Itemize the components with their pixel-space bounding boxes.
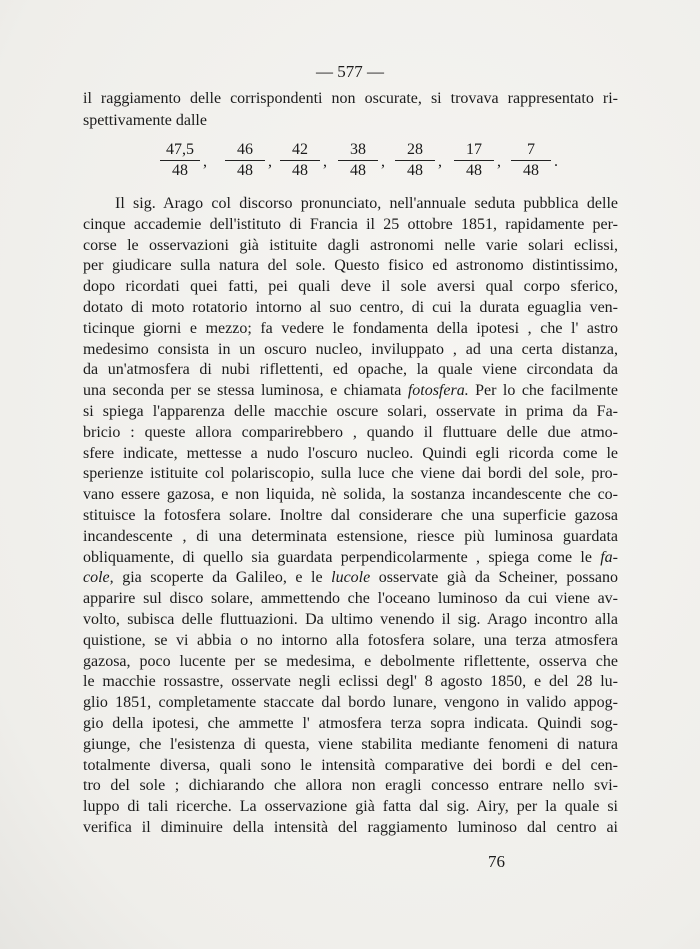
text-segment: glio 1851, completamente staccate dal bordo lunare, vengono in valido appog- xyxy=(83,694,618,712)
text-segment: verifica il diminuire della intensità del raggiamento luminoso dal centro ai xyxy=(83,818,618,836)
text-segment: sperienze istituite col polariscopio, sulla luce che viene dai bordi del sole, pro- xyxy=(83,465,618,483)
text-segment: si spiega l'apparenza delle macchie oscure solari, osservate in prima da Fa- xyxy=(83,402,618,420)
text-segment: il raggiamento delle corrispondenti non oscurate, si trovava rappresentato ri- xyxy=(83,90,618,107)
text-segment: stituisce la fotosfera solare. Inoltre dal considerare che una superficie gazosa xyxy=(83,506,618,524)
text-line xyxy=(83,215,618,236)
text-line xyxy=(83,464,618,485)
text-segment: gia scoperte da Galileo, e le xyxy=(113,569,332,587)
separator: . xyxy=(554,153,558,170)
fraction xyxy=(160,140,200,181)
text-segment: incandescente , di una determinata estensione, riesce più luminosa guardata xyxy=(83,527,618,545)
text-segment: ticinque giorni e mezzo; fa vedere le fondamenta della ipotesi , che l' astro xyxy=(83,319,618,337)
text-line xyxy=(83,735,618,756)
numerator: 7 xyxy=(511,140,551,161)
denominator: 48 xyxy=(523,162,539,179)
text-segment: luppo di tali ricerche. La osservazione già fatta dal sig. Airy, per la quale si xyxy=(83,798,618,816)
numerator: 28 xyxy=(395,140,435,161)
page-number: — 577 — xyxy=(316,62,384,81)
separator: , xyxy=(323,153,327,170)
fraction xyxy=(338,140,378,181)
denominator: 48 xyxy=(172,162,188,179)
fraction xyxy=(225,140,265,181)
text-segment: bricio : queste allora comparirebbero , quando il fluttuare delle due atmo- xyxy=(83,423,618,441)
text-line xyxy=(83,402,618,423)
text-line xyxy=(83,818,618,839)
text-line xyxy=(83,277,618,298)
numerator: 38 xyxy=(338,140,378,161)
text-line xyxy=(83,568,618,589)
text-segment: spettivamente dalle xyxy=(83,112,207,130)
denominator: 48 xyxy=(350,162,366,179)
text-line xyxy=(83,693,618,714)
opening-lines xyxy=(83,88,618,133)
text-line xyxy=(83,610,618,631)
text-line xyxy=(83,319,618,340)
text-line xyxy=(83,652,618,673)
text-segment: medesimo consista in un oscuro nucleo, inviluppato , ad una certa distanza, xyxy=(83,340,618,358)
numerator: 47,5 xyxy=(160,140,200,161)
main-paragraph xyxy=(83,194,618,839)
text-segment: giunge, che l'esistenza di questa, viene stabilita mediante fenomeni di natura xyxy=(83,735,618,753)
text-line xyxy=(83,589,618,610)
text-line xyxy=(83,714,618,735)
denominator: 48 xyxy=(292,162,308,179)
text-segment: osservate già da Scheiner, possano xyxy=(370,569,618,587)
text-line xyxy=(83,381,618,402)
italic-term: fotosfera. xyxy=(407,382,469,400)
text-segment: da un'atmosfera di nubi riflettenti, ed opache, la quale viene circondata da xyxy=(83,361,618,379)
text-line xyxy=(83,631,618,652)
text-line xyxy=(83,88,618,110)
italic-term: cole, xyxy=(83,569,114,587)
text-segment: apparire sul disco solare, ammettendo che l'oceano luminoso da cui viene av- xyxy=(83,590,618,608)
fraction xyxy=(395,140,435,181)
separator: , xyxy=(438,153,442,170)
text-segment: tro del sole ; dichiarando che allora non eragli concesso entrare nello svi- xyxy=(83,777,618,795)
text-line xyxy=(83,797,618,818)
text-line xyxy=(83,485,618,506)
text-line xyxy=(83,256,618,277)
text-line xyxy=(83,672,618,693)
signature-mark: 76 xyxy=(488,852,505,871)
separator: , xyxy=(268,153,272,170)
text-line xyxy=(83,527,618,548)
fraction xyxy=(280,140,320,181)
text-segment: quistione, se vi abbia o no intorno alla fotosfera solare, una terza atmosfera xyxy=(83,631,618,649)
fraction xyxy=(454,140,494,181)
numerator: 46 xyxy=(225,140,265,161)
numerator: 42 xyxy=(280,140,320,161)
text-line xyxy=(83,194,618,215)
text-segment: le macchie rossastre, osservate negli eclissi degl' 8 agosto 1850, e del 28 lu- xyxy=(83,673,618,691)
text-segment: totalmente diversa, quali sono le intensità comparative dei bordi e del cen- xyxy=(83,756,618,774)
text-segment: gazosa, poco lucente per se medesima, e debolmente riflettente, osserva che xyxy=(83,652,618,670)
text-line xyxy=(83,340,618,361)
text-segment: dotato di moto rotatorio intorno al suo centro, di cui la durata eguaglia ven- xyxy=(83,298,618,316)
text-segment: corse le osservazioni già istituite dagli astronomi nelle varie solari eclissi, xyxy=(83,236,618,254)
separator: , xyxy=(381,153,385,170)
text-line xyxy=(83,444,618,465)
fraction xyxy=(511,140,551,181)
separator: , xyxy=(203,153,207,170)
denominator: 48 xyxy=(237,162,253,179)
denominator: 48 xyxy=(466,162,482,179)
text-line xyxy=(83,423,618,444)
text-line xyxy=(83,360,618,381)
text-line xyxy=(83,236,618,257)
text-segment: per giudicare sulla natura del sole. Questo fisico ed astronomo distintissimo, xyxy=(83,257,618,275)
text-line xyxy=(83,506,618,527)
text-segment: gio della ipotesi, che ammette l' atmosfera terza sopra indicata. Quindi sog- xyxy=(83,714,618,732)
text-segment: Per lo che facilmente xyxy=(468,382,618,400)
text-segment: volto, subisca delle fluttuazioni. Da ultimo venendo il sig. Arago incontro alla xyxy=(83,610,618,628)
separator: , xyxy=(497,153,501,170)
text-segment: cinque accademie dell'istituto di Francia il 25 ottobre 1851, rapidamente per- xyxy=(83,215,618,233)
text-line xyxy=(83,548,618,569)
text-segment: sfere indicate, mettesse a nudo l'oscuro nucleo. Quindi egli ricorda come le xyxy=(83,444,618,462)
italic-term: lucole xyxy=(331,569,371,587)
fraction-series xyxy=(160,140,580,184)
text-segment: obliquamente, di quello sia guardata perpendicolarmente , spiega come le xyxy=(83,548,601,566)
text-line xyxy=(83,298,618,319)
denominator: 48 xyxy=(407,162,423,179)
text-segment: una seconda per se stessa luminosa, e chiamata xyxy=(83,382,408,400)
numerator: 17 xyxy=(454,140,494,161)
text-segment: Il sig. Arago col discorso pronunciato, nell'annuale seduta pubblica delle xyxy=(115,195,618,212)
text-line xyxy=(83,776,618,797)
text-segment: dopo ricordati quei fatti, pei quali deve il sole aversi qual corpo sferico, xyxy=(83,278,618,296)
text-line xyxy=(83,110,618,132)
text-segment: vano essere gazosa, e non liquida, nè solida, la sostanza incandescente che co- xyxy=(83,486,618,504)
italic-term: fa- xyxy=(600,548,618,566)
text-line xyxy=(83,756,618,777)
